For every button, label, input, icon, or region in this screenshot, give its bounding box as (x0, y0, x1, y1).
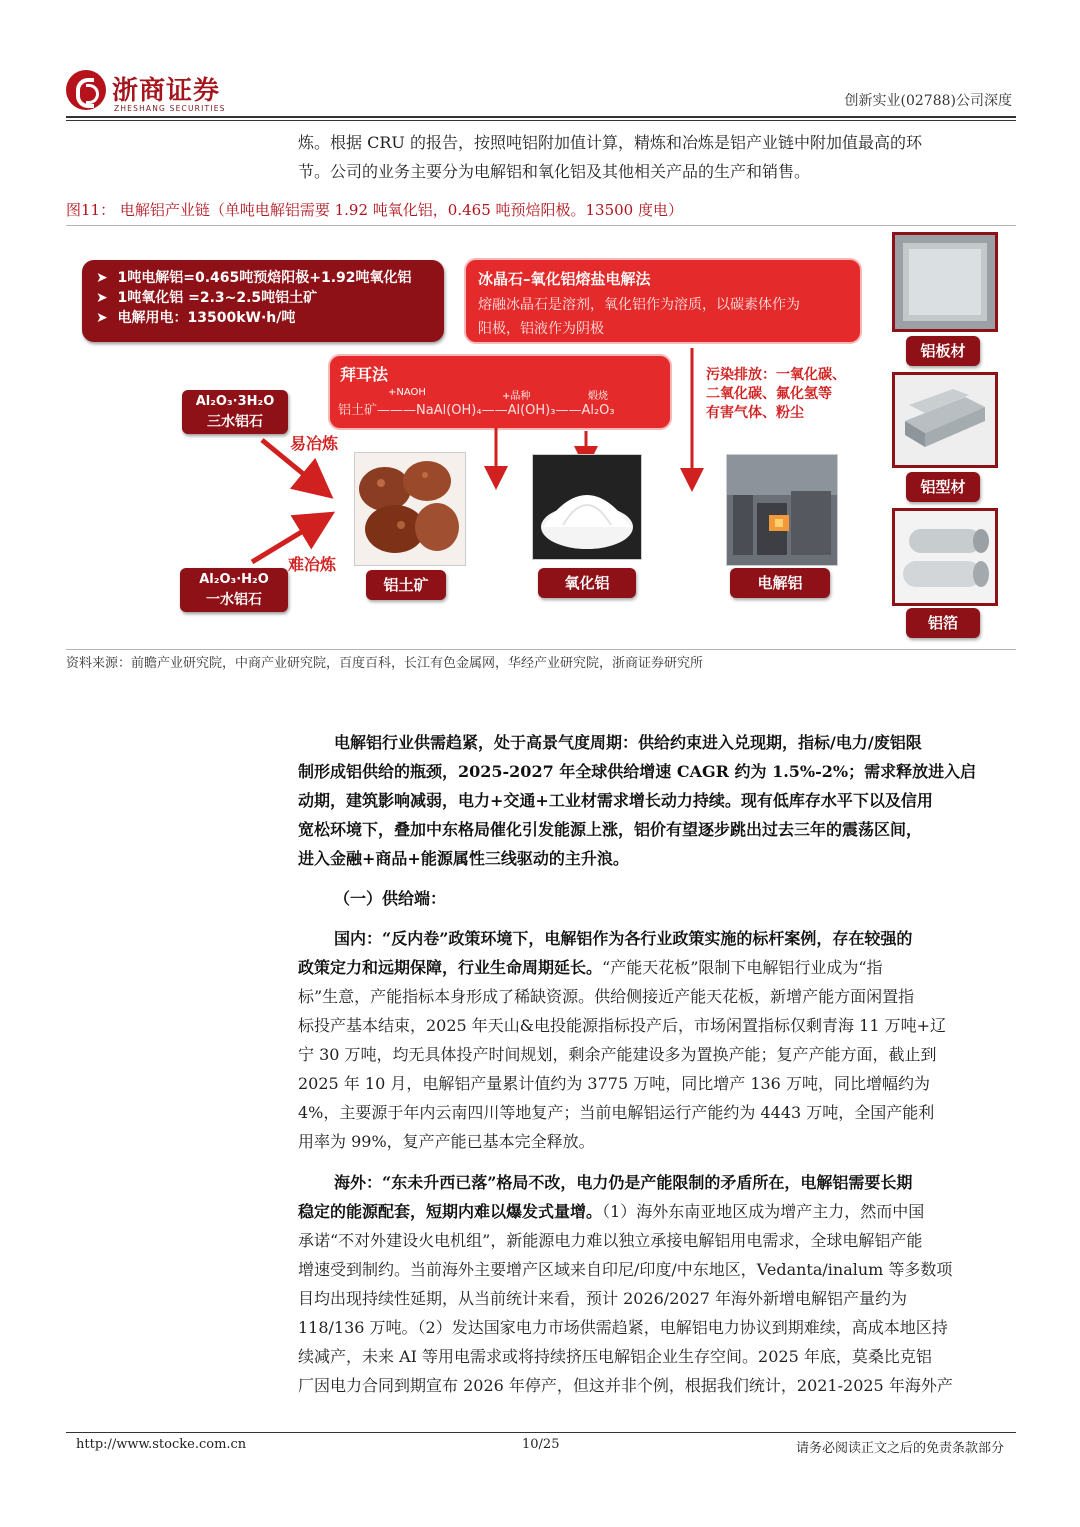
overseas-line: 稳定的能源配套，短期内难以爆发式量增。（1）海外东南亚地区成为增产主力，然而中国 (298, 1202, 925, 1221)
aluminium-foil-icon (895, 511, 995, 603)
domestic-line: 宁 30 万吨，均无具体投产时间规划，剩余产能建设多为置换产能；复产产能方面，截止到 (298, 1045, 937, 1064)
aluminium-foil-photo (892, 508, 998, 606)
bullet-item: ➤ 1吨氧化铝 =2.3~2.5吨铝土矿 (96, 290, 318, 306)
alumina-powder-icon (533, 455, 641, 559)
cryolite-desc: 熔融冰晶石是溶剂，氧化铝作为溶质，以碳素体作为 (478, 297, 800, 313)
figure-source: 资料来源：前瞻产业研究院，中商产业研究院，百度百科，长江有色金属网，华经产业研究院，浙商证券研究所 (66, 656, 704, 671)
header-divider (66, 116, 1016, 118)
arrow-bullet-icon: ➤ (96, 270, 108, 286)
intro-line: 节。公司的业务主要分为电解铝和氧化铝及其他相关产品的生产和销售。 (298, 162, 811, 181)
bullet-item: ➤ 电解用电：13500kW·h/吨 (96, 310, 296, 326)
bullet-item: ➤ 1吨电解铝=0.465吨预焙阳极+1.92吨氧化铝 (96, 270, 412, 286)
overseas-line: 厂因电力合同到期宣布 2026 年停产，但这并非个例，根据我们统计，2021-2025 年海外产 (298, 1376, 953, 1395)
page-number: 10/25 (522, 1437, 560, 1452)
overseas-line: 增速受到制约。当前海外主要增产区域来自印尼/印度/中东地区，Vedanta/inalum 等多数项 (298, 1260, 953, 1279)
overseas-line: 目均出现持续性延期，从当前统计来看，预计 2026/2027 年海外新增电解铝产量约为 (298, 1289, 908, 1308)
industry-chain-diagram (66, 226, 1016, 648)
domestic-line: 政策定力和远期保障，行业生命周期延长。“产能天花板”限制下电解铝行业成为“指 (298, 958, 883, 977)
domestic-line: 标投产基本结束，2025 年天山&电投能源指标投产后，市场闲置指标仅剩青海 11 万吨+辽 (298, 1016, 946, 1035)
alumina-photo (532, 454, 642, 560)
easy-smelt-label: 易冶炼 (290, 434, 339, 453)
summary-line: 进入金融+商品+能源属性三线驱动的主升浪。 (298, 849, 629, 868)
logo-text-en: ZHESHANG SECURITIES (114, 104, 226, 113)
footer-divider (66, 1432, 1016, 1433)
intro-line: 炼。根据 CRU 的报告，按照吨铝附加值计算，精炼和冶炼是铝产业链中附加值最高的环 (298, 133, 922, 152)
electrolytic-aluminium-photo (726, 454, 838, 566)
aluminium-foil-label: 铝箔 (906, 608, 980, 638)
summary-line: 电解铝行业供需趋紧，处于高景气度周期：供给约束进入兑现期，指标/电力/废铝限 (334, 733, 922, 752)
cryolite-title: 冰晶石–氧化铝熔盐电解法 (478, 270, 651, 288)
alumina-label: 氧化铝 (538, 568, 636, 598)
electrolytic-aluminium-label: 电解铝 (730, 568, 830, 598)
summary-paragraph (298, 728, 1013, 873)
aluminium-sheet-photo (892, 232, 998, 332)
section-subheading: （一）供给端： (334, 889, 447, 908)
zheshang-logo-icon (66, 70, 106, 110)
overseas-line: 承诺“不对外建设火电机组”，新能源电力难以独立承接电解铝用电需求，全球电解铝产能 (298, 1231, 923, 1250)
bayer-title: 拜耳法 (340, 365, 389, 384)
overseas-line: 海外：“东未升西已落”格局不改，电力仍是产能限制的矛盾所在，电解铝需要长期 (334, 1173, 913, 1192)
aluminium-sheet-label: 铝板材 (906, 336, 980, 366)
gibbsite-box: Al₂O₃·3H₂O 三水铝石 (182, 390, 288, 434)
diaspore-box: Al₂O₃·H₂O 一水铝石 (180, 568, 288, 612)
summary-line: 动期，建筑影响减弱，电力+交通+工业材需求增长动力持续。现有低库存水平下以及信用 (298, 791, 933, 810)
bayer-calcine: 煅烧 (588, 391, 608, 402)
domestic-line: 4%，主要源于年内云南四川等地复产；当前电解铝运行产能约为 4443 万吨，全国产能利 (298, 1103, 935, 1122)
report-title: 创新实业(02788)公司深度 (844, 93, 1012, 109)
domestic-line: 2025 年 10 月，电解铝产量累计值约为 3775 万吨，同比增产 136 万吨，同比增幅约为 (298, 1074, 930, 1093)
domestic-line: 标”生意，产能指标本身形成了稀缺资源。供给侧接近产能天花板，新增产能方面闲置指 (298, 987, 915, 1006)
aluminium-sheet-icon (895, 235, 995, 329)
bauxite-photo (354, 452, 466, 566)
overseas-line: 续减产，未来 AI 等用电需求或将持续挤压电解铝企业生存空间。2025 年底，莫桑比克铝 (298, 1347, 932, 1366)
smelter-icon (727, 455, 837, 565)
bauxite-rocks-icon (355, 453, 465, 565)
summary-line: 宽松环境下，叠加中东格局催化引发能源上涨，铝价有望逐步跳出过去三年的震荡区间， (298, 820, 923, 839)
bauxite-label: 铝土矿 (366, 570, 446, 600)
overseas-line: 118/136 万吨。（2）发达国家电力市场供需趋紧，电解铝电力协议到期难续，高成本地区持 (298, 1318, 948, 1337)
domestic-line: 用率为 99%，复产产能已基本完全释放。 (298, 1132, 595, 1151)
overseas-supply-paragraph (298, 1168, 1013, 1400)
figure-bottom-rule (66, 649, 1016, 650)
domestic-line: 国内：“反内卷”政策环境下，电解铝作为各行业政策实施的标杆案例，存在较强的 (334, 929, 913, 948)
aluminium-profile-icon (895, 375, 995, 465)
domestic-supply-paragraph (298, 924, 1013, 1156)
figure-caption: 图11： 电解铝产业链（单吨电解铝需要 1.92 吨氧化铝，0.465 吨预焙阳极。13500 度电） (66, 201, 683, 219)
intro-paragraph (298, 128, 1013, 186)
bayer-reagent-seed: +晶种 (502, 391, 531, 402)
bayer-reagent-naoh: +NAOH (388, 387, 426, 398)
arrow-bullet-icon: ➤ (96, 310, 108, 326)
aluminium-profile-photo (892, 372, 998, 468)
disclaimer-note: 请务必阅读正文之后的免责条款部分 (795, 1441, 1004, 1456)
aluminium-profile-label: 铝型材 (906, 472, 980, 502)
summary-line: 制形成铝供给的瓶颈，2025-2027 年全球供给增速 CAGR 约为 1.5%-2%；需求释放进入启 (298, 762, 977, 781)
header-divider-thin (66, 120, 1016, 121)
cryolite-desc: 阳极，铝液作为阴极 (478, 321, 604, 337)
hard-smelt-label: 难冶炼 (288, 555, 337, 574)
pollution-emissions-text: 污染排放：一氧化碳、 二氧化碳、氟化氢等 有害气体、粉尘 (706, 367, 846, 421)
bayer-reaction-chain: 铝土矿———NaAl(OH)₄——Al(OH)₃——Al₂O₃ (338, 403, 615, 418)
arrow-bullet-icon: ➤ (96, 290, 108, 306)
logo-text-cn: 浙商证券 (112, 76, 221, 106)
footer-url-link[interactable]: http://www.stocke.com.cn (76, 1437, 247, 1452)
